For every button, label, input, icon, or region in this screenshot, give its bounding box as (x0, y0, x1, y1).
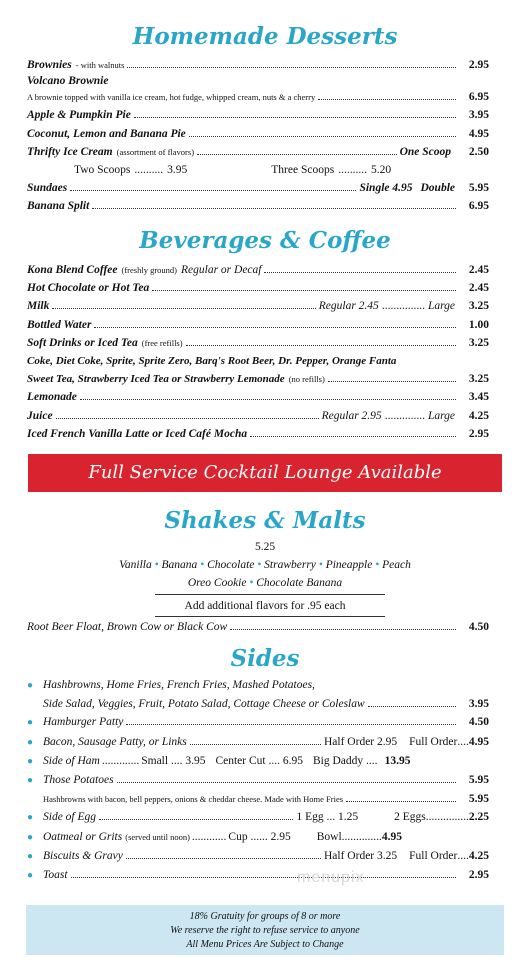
desserts-title: Homemade Desserts (132, 23, 398, 50)
menupix-watermark: menupix (297, 869, 365, 886)
side-bacon: ● Bacon, Sausage Patty, or Links Half Order 2.95 Full Order .... 4.95 (27, 735, 489, 748)
beverage-hot-chocolate: Hot Chocolate or Hot Tea 2.45 (27, 282, 489, 295)
beverage-sweet-tea: Sweet Tea, Strawberry Iced Tea or Strawberry Lemonade (no refills) 3.25 (27, 373, 489, 386)
side-those-potatoes: ● Those Potatoes 5.95 (27, 774, 489, 787)
beverages-list (0, 261, 530, 443)
beverage-milk: Milk Regular 2.45 ............... Large 3.25 (27, 300, 489, 313)
beverage-water: Bottled Water 1.00 (27, 318, 489, 331)
shakes-section (0, 538, 530, 592)
footer-refuse-service: We reserve the right to refuse service to anyone (170, 925, 360, 936)
side-those-potatoes-desc: Hashbrowns with bacon, bell peppers, onions & cheddar cheese. Made with Home Fries 5.95 (43, 793, 489, 806)
shakes-divider-top (155, 594, 385, 595)
sides-list (0, 676, 530, 885)
beverage-juice: Juice Regular 2.95 .............. Large 4.25 (27, 409, 489, 422)
dessert-thrifty-ice-cream: Thrifty Ice Cream (assortment of flavors) One Scoop 2.50 (27, 145, 489, 158)
dessert-coconut-pie: Coconut, Lemon and Banana Pie 4.95 (27, 127, 489, 140)
dessert-volcano-desc: A brownie topped with vanilla ice cream, hot fudge, whipped cream, nuts & a cherry 6.95 (27, 91, 489, 104)
dessert-apple-pie: Apple & Pumpkin Pie 3.95 (27, 109, 489, 122)
shakes-price: 5.25 (254, 541, 276, 553)
footer-notice (26, 905, 504, 955)
desserts-list (0, 56, 530, 216)
side-biscuits: ● Biscuits & Gravy Half Order 3.25 Full Order .... 4.25 (27, 849, 489, 862)
side-salad: Side Salad, Veggies, Fruit, Potato Salad, Cottage Cheese or Coleslaw 3.95 (43, 698, 489, 711)
shakes-divider-bottom (155, 616, 385, 617)
beverage-latte: Iced French Vanilla Latte or Iced Café Mocha 2.95 (27, 427, 489, 440)
side-toast: ● Toast 2.95 (27, 869, 489, 882)
shakes-flavors-line1: Vanilla • Banana • Chocolate • Strawberry • Pineapple • Peach (119, 559, 411, 571)
dessert-volcano: Volcano Brownie (27, 75, 109, 88)
dessert-banana-split: Banana Split 6.95 (27, 200, 489, 213)
dessert-scoops: Two Scoops .......... 3.95 Three Scoops .......... 5.20 (74, 164, 392, 177)
footer-price-change: All Menu Prices Are Subject to Change (186, 939, 344, 950)
shakes-root-beer-float: Root Beer Float, Brown Cow or Black Cow 4.50 (27, 621, 489, 633)
side-oatmeal: ● Oatmeal or Grits (served until noon) ............ Cup ...... 2.95 Bowl .............. 4.95 (27, 830, 403, 843)
sides-title: Sides (230, 645, 300, 672)
beverage-lemonade: Lemonade 3.45 (27, 391, 489, 404)
side-hashbrowns: ● Hashbrowns, Home Fries, French Fries, Mashed Potatoes, (27, 679, 315, 691)
beverages-title: Beverages & Coffee (139, 227, 391, 254)
cocktail-lounge-banner: Full Service Cocktail Lounge Available (28, 454, 502, 492)
dessert-sundaes: Sundaes Single 4.95 Double 5.95 (27, 182, 489, 195)
shakes-add-flavors: Add additional flavors for .95 each (184, 600, 346, 612)
side-egg: ● Side of Egg 1 Egg ... 1.25 2 Eggs ............... 2.25 (27, 811, 489, 824)
side-ham: ● Side of Ham ............. Small .... 3.95 Center Cut .... 6.95 Big Daddy .... 13.95 (27, 754, 411, 767)
side-hamburger-patty: ● Hamburger Patty 4.50 (27, 716, 489, 729)
shakes-title: Shakes & Malts (164, 507, 366, 534)
beverage-kona: Kona Blend Coffee (freshly ground) Regular or Decaf 2.45 (27, 264, 489, 276)
dessert-brownies: Brownies - with walnuts 2.95 (27, 59, 489, 71)
shakes-flavors-line2: Oreo Cookie • Chocolate Banana (187, 577, 343, 589)
beverage-sodas: Coke, Diet Coke, Sprite, Sprite Zero, Barq's Root Beer, Dr. Pepper, Orange Fanta (27, 355, 397, 368)
footer-gratuity: 18% Gratuity for groups of 8 or more (189, 911, 341, 922)
beverage-soft-drinks: Soft Drinks or Iced Tea (free refills) 3.25 (27, 336, 489, 349)
